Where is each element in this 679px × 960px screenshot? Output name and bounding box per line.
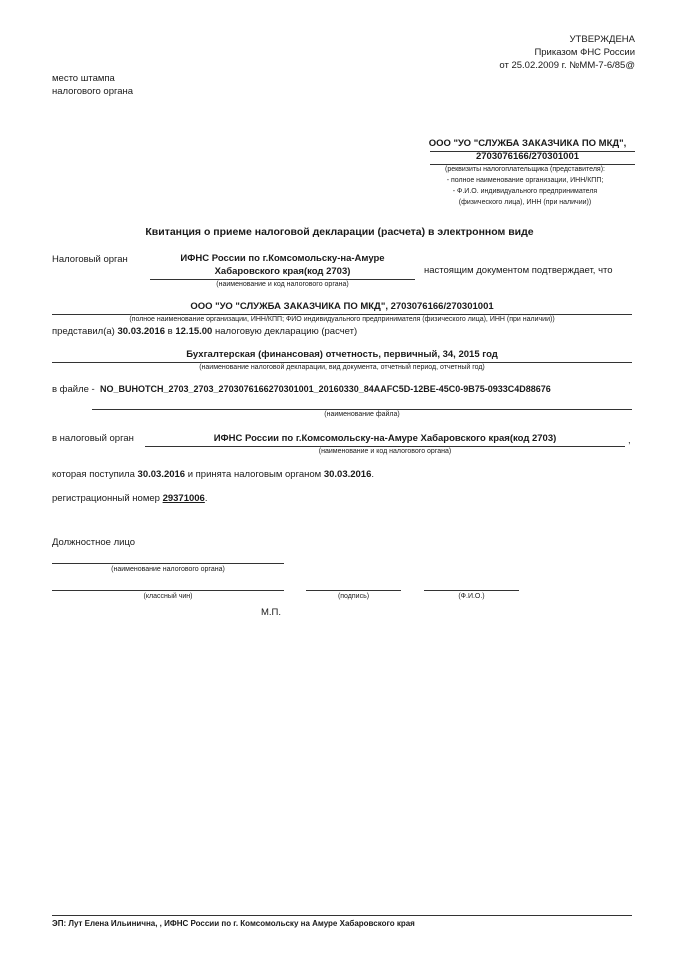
- confirm-text: настоящим документом подтверждает, что: [424, 265, 613, 276]
- taxpayer-inn-underline: [430, 164, 635, 165]
- authority-comma: ,: [628, 435, 631, 446]
- submitted-in: в: [167, 326, 173, 337]
- document-title: Квитанция о приеме налоговой декларации (расчета) в электронном виде: [145, 226, 534, 238]
- file-underline: [92, 409, 632, 410]
- submitted-prefix: представил(а): [52, 326, 115, 337]
- organization-value: ООО "УО "СЛУЖБА ЗАКАЗЧИКА ПО МКД", 2703076166/270301001: [190, 301, 494, 312]
- received-row: [52, 469, 374, 480]
- submitted-time: 12.15.00: [175, 326, 213, 337]
- taxpayer-inn-kpp: 2703076166/270301001: [475, 151, 580, 162]
- received-suffix: .: [371, 469, 375, 480]
- authority-value: ИФНС России по г.Комсомольску-на-Амуре Хабаровского края(код 2703): [213, 433, 557, 444]
- approval-line-2: Приказом ФНС России: [534, 47, 635, 58]
- official-label: Должностное лицо: [52, 537, 136, 548]
- declaration-underline: [52, 362, 632, 363]
- declaration-value: Бухгалтерская (финансовая) отчетность, первичный, 34, 2015 год: [186, 349, 498, 360]
- official-fio-underline: [424, 590, 519, 591]
- official-rank-underline: [52, 590, 284, 591]
- file-name: NO_BUHOTCH_2703_2703_2703076166270301001_20160330_84AAFC5D-12BE-45C0-9B75-0933C4D88676: [100, 384, 551, 394]
- tax-authority-value-line-2: Хабаровского края(код 2703): [214, 266, 351, 277]
- stamp-mp: М.П.: [261, 607, 282, 618]
- accepted-date: 30.03.2016: [323, 469, 372, 480]
- stamp-place-line-1: место штампа: [52, 73, 115, 84]
- official-signature-underline: [306, 590, 401, 591]
- submitted-suffix: налоговую декларацию (расчет): [214, 326, 358, 337]
- footer-signature-text: ЭП: Лут Елена Ильинична, , ИФНС России по г. Комсомольску на Амуре Хабаровского края: [52, 919, 415, 928]
- received-date: 30.03.2016: [137, 469, 186, 480]
- registration-row: [52, 493, 208, 504]
- tax-authority-label: Налоговый орган: [52, 254, 128, 265]
- registration-suffix: .: [204, 493, 208, 504]
- file-prefix: в файле -: [52, 384, 95, 395]
- taxpayer-caption-1: (реквизиты налогоплательщика (представителя):: [444, 166, 605, 173]
- taxpayer-caption-4: (физического лица), ИНН (при наличии)): [458, 199, 592, 206]
- tax-authority-caption: (наименование и код налогового органа): [216, 281, 349, 288]
- stamp-place-line-2: налогового органа: [52, 86, 134, 97]
- tax-authority-underline: [150, 279, 415, 280]
- official-authority-underline: [52, 563, 284, 564]
- authority-prefix: в налоговый орган: [52, 433, 134, 444]
- registration-prefix: регистрационный номер: [52, 493, 160, 504]
- submitted-date: 30.03.2016: [117, 326, 166, 337]
- official-authority-caption: (наименование налогового органа): [111, 566, 225, 573]
- official-fio-caption: (Ф.И.О.): [458, 593, 485, 600]
- tax-authority-value-line-1: ИФНС России по г.Комсомольску-на-Амуре: [180, 253, 385, 264]
- file-caption: (наименование файла): [324, 411, 400, 418]
- approval-line-3: от 25.02.2009 г. №ММ-7-6/85@: [499, 60, 635, 71]
- organization-underline: [52, 314, 632, 315]
- registration-number: 29371006: [162, 493, 205, 504]
- taxpayer-name: ООО "УО "СЛУЖБА ЗАКАЗЧИКА ПО МКД",: [428, 138, 627, 149]
- authority-underline: [145, 446, 625, 447]
- declaration-caption: (наименование налоговой декларации, вид документа, отчетный период, отчетный год): [199, 364, 485, 371]
- taxpayer-caption-2: - полное наименование организации, ИНН/КПП;: [446, 177, 604, 184]
- official-signature-caption: (подпись): [337, 593, 370, 600]
- approval-line-1: УТВЕРЖДЕНА: [569, 34, 635, 45]
- received-prefix: которая поступила: [52, 469, 135, 480]
- submitted-row: [52, 326, 357, 337]
- taxpayer-caption-3: - Ф.И.О. индивидуального предпринимателя: [452, 188, 598, 195]
- official-rank-caption: (классный чин): [143, 593, 193, 600]
- organization-caption: (полное наименование организации, ИНН/КПП; ФИО индивидуального предпринимателя (физического лица), ИНН (при наличии)): [129, 316, 555, 323]
- authority-caption: (наименование и код налогового органа): [318, 448, 452, 455]
- footer-rule: [52, 915, 632, 916]
- received-middle: и принята налоговым органом: [187, 469, 322, 480]
